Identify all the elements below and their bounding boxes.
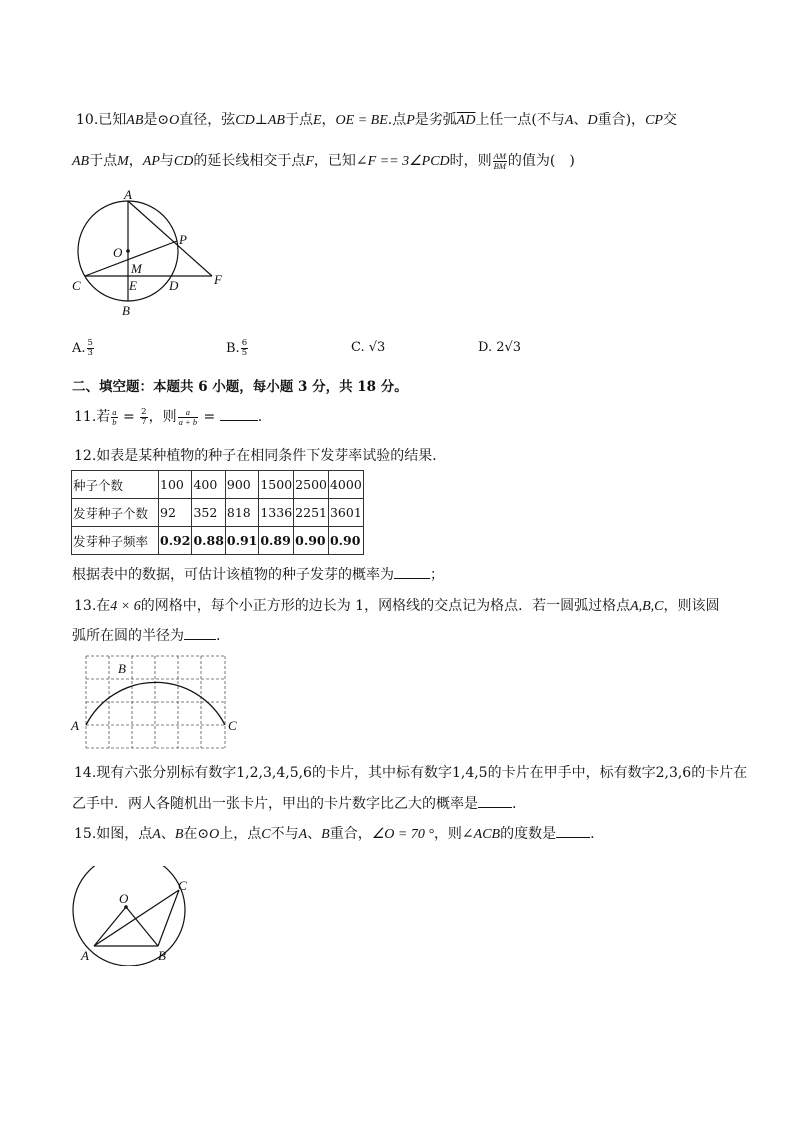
q10-option-A: A. $\frac{5}{3}$: [72, 338, 93, 358]
answer-blank[interactable]: [220, 420, 258, 421]
q14-line1: 14.现有六张分别标有数字1,2,3,4,5,6的卡片，其中标有数字1,4,5的卡片在甲手中，标有数字2,3,6的卡片在: [74, 765, 748, 781]
label-D: D: [169, 278, 179, 293]
label-P: P: [179, 232, 187, 247]
q10-line2: AB于点M，AP与CD的延长线相交于点F，已知∠F == 3∠PCD时，则 $\frac{AM}{BM}$ 的值为( ): [72, 150, 575, 171]
q15: 15.如图，点A、B在⊙O上，点C不与A、B重合，∠O = 70 °，则∠ACB的度数是 .: [74, 826, 595, 842]
radius-OA: [94, 907, 126, 946]
label-C: C: [178, 878, 187, 893]
q10-option-D: D. 2√3: [478, 340, 522, 355]
seed-table: [71, 470, 364, 555]
label-M: M: [131, 261, 142, 276]
table-row: 发芽种子个数 92 352 818 1336 2251 3601: [72, 499, 364, 527]
label-B: B: [122, 303, 130, 318]
label-O: O: [113, 245, 123, 260]
label-B: B: [158, 948, 166, 963]
q10-option-B: B. $\frac{6}{5}$: [226, 338, 248, 358]
arc-AD: $\overline{AD}$: [456, 113, 476, 128]
label-A: A: [81, 948, 89, 963]
label-A: A: [124, 188, 132, 202]
table-row: 发芽种子频率 0.92 0.88 0.91 0.89 0.90 0.90: [72, 527, 364, 555]
q15-figure: [64, 866, 204, 966]
q12-text: 12.如表是某种植物的种子在相同条件下发芽率试验的结果．: [74, 448, 447, 464]
label-E: E: [129, 278, 137, 293]
chord-BC: [158, 890, 179, 946]
q13-grid-figure: [68, 652, 248, 752]
center-O: [126, 249, 130, 253]
table-row: 种子个数 100 400 900 1500 2500 4000: [72, 471, 364, 499]
radius-OB: [126, 907, 158, 946]
section-title: 二、填空题：本题共 6 小题，每小题 3 分，共 18 分。: [72, 379, 408, 395]
q11: 11.若 $\frac{a}{b}$ = $\frac{2}{7}$ ，则 $\frac{a}{a + b}$ = .: [74, 406, 263, 427]
q10-option-C: C. √3: [351, 340, 386, 355]
answer-blank[interactable]: [556, 837, 590, 838]
answer-blank[interactable]: [184, 639, 216, 640]
q15-circle: [73, 866, 185, 966]
label-B: B: [118, 661, 126, 676]
label-C: C: [228, 718, 237, 733]
label-O: O: [119, 891, 129, 906]
arc-ABC: [86, 682, 225, 725]
q14-line2: 乙手中．两人各随机出一张卡片，甲出的卡片数字比乙大的概率是 .: [72, 796, 517, 812]
answer-blank[interactable]: [478, 807, 512, 808]
q10-line1: 10.已知AB是⊙O直径，弦CD⊥AB于点E，OE = BE.点P是劣弧$\overline{AD}$上任一点(不与A、D重合)，CP交: [76, 112, 677, 128]
label-F: F: [214, 272, 222, 287]
q13-line1: 13.在4 × 6的网格中，每个小正方形的边长为 1，网格线的交点记为格点．若一圆弧过格点A,B,C，则该圆: [74, 598, 720, 614]
label-C: C: [72, 278, 81, 293]
q10-figure: [66, 188, 236, 318]
label-A: A: [71, 718, 79, 733]
q12-after: 根据表中的数据，可估计该植物的种子发芽的概率为 ；: [72, 567, 444, 583]
answer-blank[interactable]: [394, 578, 430, 579]
q13-line2: 弧所在圆的半径为 .: [72, 628, 221, 644]
fraction-AM-BM: $\frac{AM}{BM}$: [493, 150, 506, 171]
chord-AC: [94, 890, 179, 946]
